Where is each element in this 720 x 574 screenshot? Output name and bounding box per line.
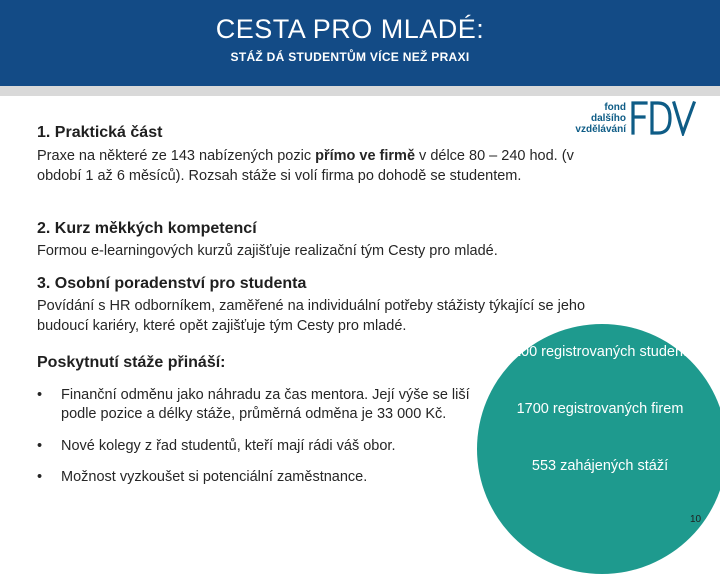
list-item-text: Nové kolegy z řad studentů, kteří mají rádi váš obor. (61, 438, 396, 454)
section-3-title: 3. Osobní poradenství pro studenta (37, 275, 307, 292)
logo-text-line-2: dalšího (590, 113, 626, 124)
section-1-text-start: Praxe na některé ze 143 nabízených pozic (37, 148, 316, 164)
list-item-text: Finanční odměnu jako náhradu za čas mentora. Její výše se liší podle pozice a délky stáže, průměrná odměna je 33 000 Kč. (61, 387, 470, 422)
list-item (37, 437, 487, 456)
list-item (37, 386, 487, 424)
header-divider-band (0, 86, 720, 96)
section-2-title: 2. Kurz měkkých kompetencí (37, 220, 257, 237)
logo-text (560, 102, 626, 135)
section-1-text-bold: přímo ve firmě (315, 148, 416, 164)
logo-text-line-1: fond (604, 102, 626, 113)
fdv-logo (560, 100, 700, 140)
section-1-text-end: v délce 80 – 240 hod. (v období 1 až 6 měsíců). Rozsah stáže si volí firma po dohodě se studentem. (37, 148, 574, 184)
benefits-list (37, 386, 487, 487)
bullet-icon: • (37, 387, 43, 403)
fdv-logo-mark-icon (630, 100, 698, 136)
header-banner (0, 0, 720, 86)
stat-students: 4100 registrovaných studentů (504, 344, 696, 360)
stat-internships: 553 zahájených stáží (531, 458, 669, 474)
section-1-title: 1. Praktická část (37, 124, 163, 141)
section-1-text (37, 146, 617, 186)
bullet-icon: • (37, 438, 43, 454)
stat-companies: 1700 registrovaných firem (516, 401, 684, 417)
page-title: CESTA PRO MLADÉ: (215, 14, 485, 44)
benefits-title: Poskytnutí stáže přináší: (37, 354, 226, 371)
bullet-icon: • (37, 469, 43, 485)
list-item (37, 468, 487, 487)
list-item-text: Možnost vyzkoušet si potenciální zaměstnance. (61, 469, 368, 485)
section-3-text: Povídání s HR odborníkem, zaměřené na individuální potřeby stážisty týkající se jeho budoucí kariéry, které opět zajišťuje tým Cesty pro mladé. (37, 298, 586, 334)
page-number: 10 (690, 514, 702, 525)
logo-text-line-3: vzdělávání (575, 124, 626, 135)
section-2-text: Formou e-learningových kurzů zajišťuje realizační tým Cesty pro mladé. (37, 243, 498, 259)
page-subtitle: STÁŽ DÁ STUDENTŮM VÍCE NEŽ PRAXI (230, 50, 470, 64)
